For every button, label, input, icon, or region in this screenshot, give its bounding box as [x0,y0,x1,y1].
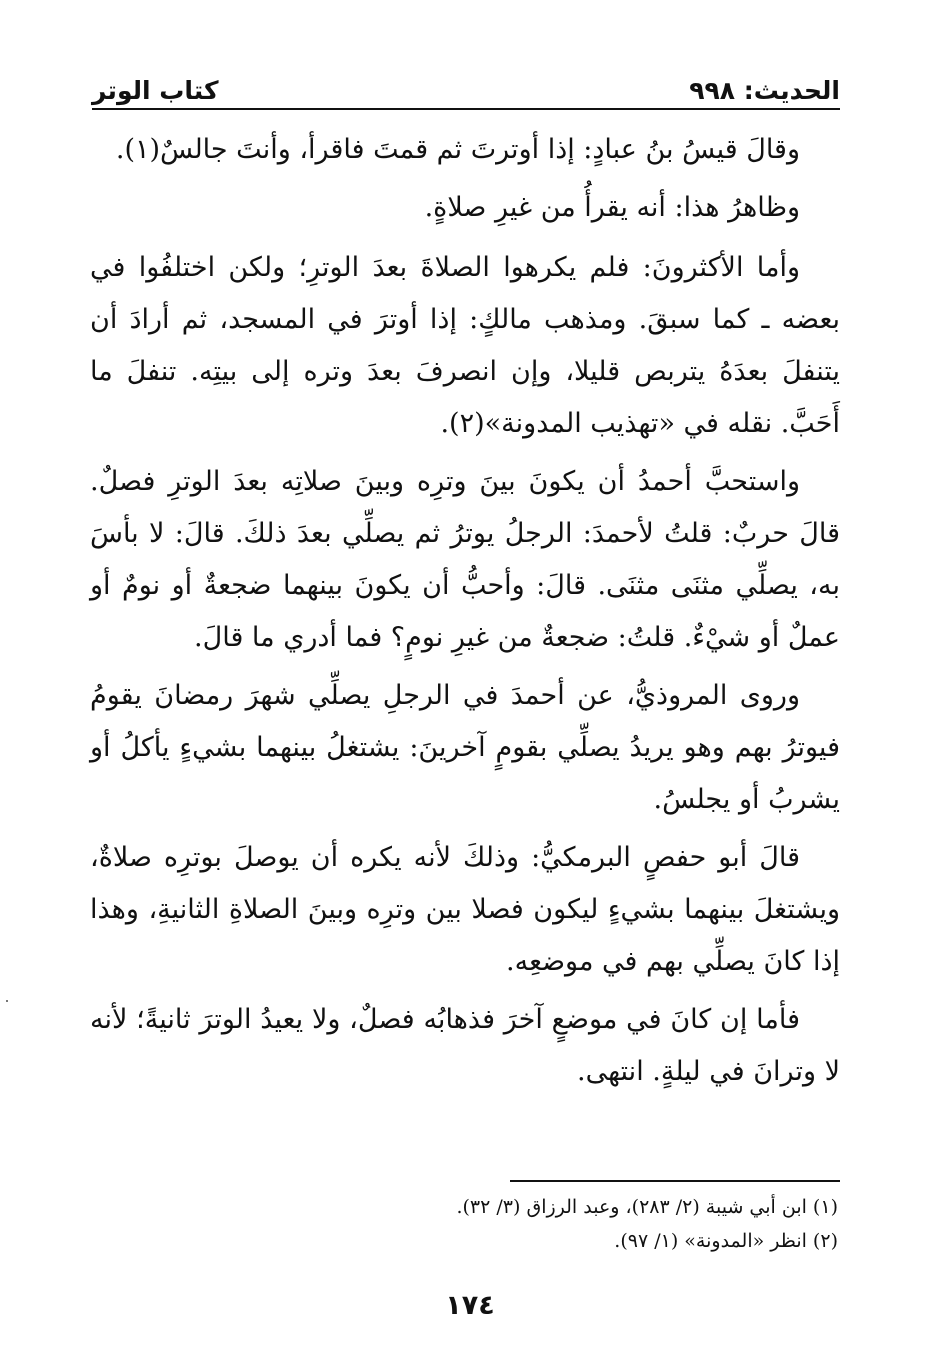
hadith-number: الحديث: ٩٩٨ [689,76,840,105]
footnote-1: (١) ابن أبي شيبة (٢/ ٢٨٣)، وعبد الرزاق (٣/ ٣٢). [456,1196,838,1218]
footnote-separator [510,1180,840,1182]
paragraph-barmaki: قالَ أبو حفصٍ البرمكيُّ: وذلكَ لأنه يكره أن يوصلَ بوترِه صلاةٌ، ويشتغلَ بينهما بشيءٍ ليكون فصلا بين وترِه وبينَ الصلاةِ الثانيةِ، وهذا إذا كانَ يصلِّي بهم في موضعِه. [90,842,840,977]
book-title: كتاب الوتر [92,76,219,105]
page-number: ١٧٤ [445,1290,495,1321]
paragraph-qais: وقالَ قيسُ بنُ عبادٍ: إذا أوترتَ ثم قمتَ فاقرأ، وأنتَ جالسٌ(١). [115,134,800,165]
paragraph-conclusion: فأما إن كانَ في موضعٍ آخرَ فذهابُه فصلٌ، ولا يعيدُ الوترَ ثانيةً؛ لأنه لا وترانَ في ليلةٍ. انتهى. [90,1004,840,1087]
paragraph-zahir: وظاهرُ هذا: أنه يقرأُ من غيرِ صلاةٍ. [424,192,800,223]
paragraph-ahmad: واستحبَّ أحمدُ أن يكونَ بينَ وترِه وبينَ صلاتِه بعدَ الوترِ فصلٌ. قالَ حربٌ: قلتُ لأحمدَ: الرجلُ يوترُ ثم يصلِّي بعدَ ذلكَ. قالَ: لا بأسَ به، يصلِّي مثنَى مثنَى. قالَ: وأحبُّ أن يكونَ بينهما ضجعةٌ أو نومٌ أو عملٌ أو شيْءٌ. قلتُ: ضجعةٌ من غيرِ نومٍ؟ فما أدري ما قالَ. [90,466,840,653]
footnotes [92,1190,838,1258]
paragraph-aktharun: وأما الأكثرونَ: فلم يكرهوا الصلاةَ بعدَ الوترِ؛ ولكن اختلفُوا في بعضه ـ كما سبقَ. ومذهب مالكٍ: إذا أوترَ في المسجد، ثم أرادَ أن يتنفلَ بعدَهُ يتربص قليلا، وإن انصرفَ بعدَ وتره إلى بيتِه. تنفلَ ما أَحَبَّ. نقله في «تهذيب المدونة»(٢). [90,252,840,439]
main-text [90,124,840,1104]
scan-artifact [6,1000,8,1002]
footnote-2: (٢) انظر «المدونة» (١/ ٩٧). [614,1230,838,1252]
paragraph-marwazi: وروى المروذيُّ، عن أحمدَ في الرجلِ يصلِّي شهرَ رمضانَ يقومُ فيوترُ بهم وهو يريدُ يصلِّي بقومٍ آخرينَ: يشتغلُ بينهما بشيءٍ يأكلُ أو يشربُ أو يجلسُ. [90,680,840,815]
running-header [92,68,840,110]
